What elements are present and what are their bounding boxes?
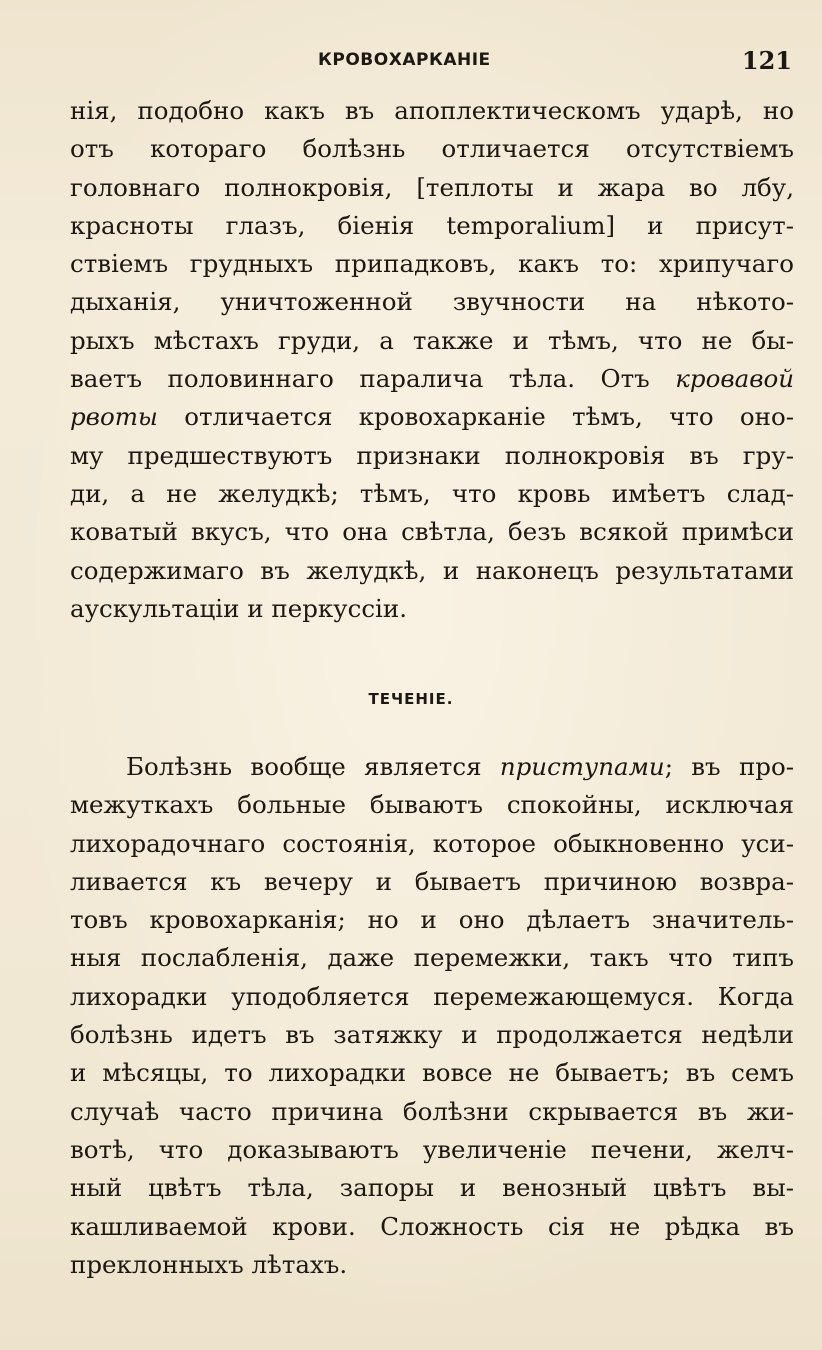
text-line: и мѣсяцы, то лихорадки вовсе не бываетъ; въ семъ xyxy=(70,1058,794,1088)
text-line: ныя послабленія, даже перемежки, такъ что типъ xyxy=(70,943,794,973)
text-line: межуткахъ больные бываютъ спокойны, исключая xyxy=(70,790,794,820)
text-line xyxy=(70,360,794,398)
text-fragment: Болѣзнь вообще является xyxy=(126,752,500,781)
page-header xyxy=(0,46,822,76)
text-line: лихорадочнаго состоянія, которое обыкновенно уси- xyxy=(70,828,794,858)
text-line: содержимаго въ желудкѣ, и наконецъ результатами xyxy=(70,555,794,585)
text-line: болѣзнь идетъ въ затяжку и продолжается недѣли xyxy=(70,1020,794,1050)
paragraph-course xyxy=(70,748,794,1284)
text-line: преклонныхъ лѣтахъ. xyxy=(70,1249,348,1279)
text-fragment: ваетъ половиннаго паралича тѣла. Отъ xyxy=(70,364,676,394)
text-line: товъ кровохарканія; но и оно дѣлаетъ значитель- xyxy=(70,905,794,935)
text-line: коватый вкусъ, что она свѣтла, безъ всякой примѣси xyxy=(70,517,794,547)
text-line: вотѣ, что доказываютъ увеличеніе печени, желч- xyxy=(70,1134,794,1164)
paragraph-diagnosis xyxy=(70,92,794,628)
text-line: красноты глазъ, біенія temporalium] и присут- xyxy=(70,210,794,240)
text-line: аускультаціи и перкуссіи. xyxy=(70,593,407,623)
running-title: КРОВОХАРКАНІЕ xyxy=(318,50,491,70)
text-line: головнаго полнокровія, [теплоты и жара во лбу, xyxy=(70,172,794,202)
text-line: кашливаемой крови. Сложность сія не рѣдка въ xyxy=(70,1211,794,1241)
section-heading: ТЕЧЕНІЕ. xyxy=(368,690,454,708)
text-line xyxy=(70,748,794,786)
text-line: ный цвѣтъ тѣла, запоры и венозный цвѣтъ вы- xyxy=(70,1173,794,1203)
text-line xyxy=(70,398,794,436)
text-line: рыхъ мѣстахъ груди, а также и тѣмъ, что не бы- xyxy=(70,325,794,355)
text-line: му предшествуютъ признаки полнокровія въ гру- xyxy=(70,440,794,470)
italic-term: рвоты xyxy=(70,402,158,432)
italic-term: приступами xyxy=(499,752,665,781)
text-line: нія, подобно какъ въ апоплектическомъ ударѣ, но xyxy=(70,96,794,125)
text-line: ди, а не желудкѣ; тѣмъ, что кровь имѣетъ слад- xyxy=(70,478,794,508)
text-fragment: ; въ про- xyxy=(664,752,794,781)
text-line: дыханія, уничтоженной звучности на нѣкото- xyxy=(70,287,794,317)
text-line: ливается къ вечеру и бываетъ причиною возвра- xyxy=(70,866,794,896)
text-fragment: отличается кровохарканіе тѣмъ, что оно- xyxy=(157,402,794,432)
text-line: лихорадки уподобляется перемежающемуся. Когда xyxy=(70,981,794,1011)
text-line: ствіемъ грудныхъ припадковъ, какъ то: хрипучаго xyxy=(70,249,794,279)
text-line: отъ котораго болѣзнь отличается отсутствіемъ xyxy=(70,134,794,164)
italic-term: кровавой xyxy=(675,364,794,394)
text-line: случаѣ часто причина болѣзни скрывается въ жи- xyxy=(70,1096,794,1126)
page-number: 121 xyxy=(741,46,792,75)
